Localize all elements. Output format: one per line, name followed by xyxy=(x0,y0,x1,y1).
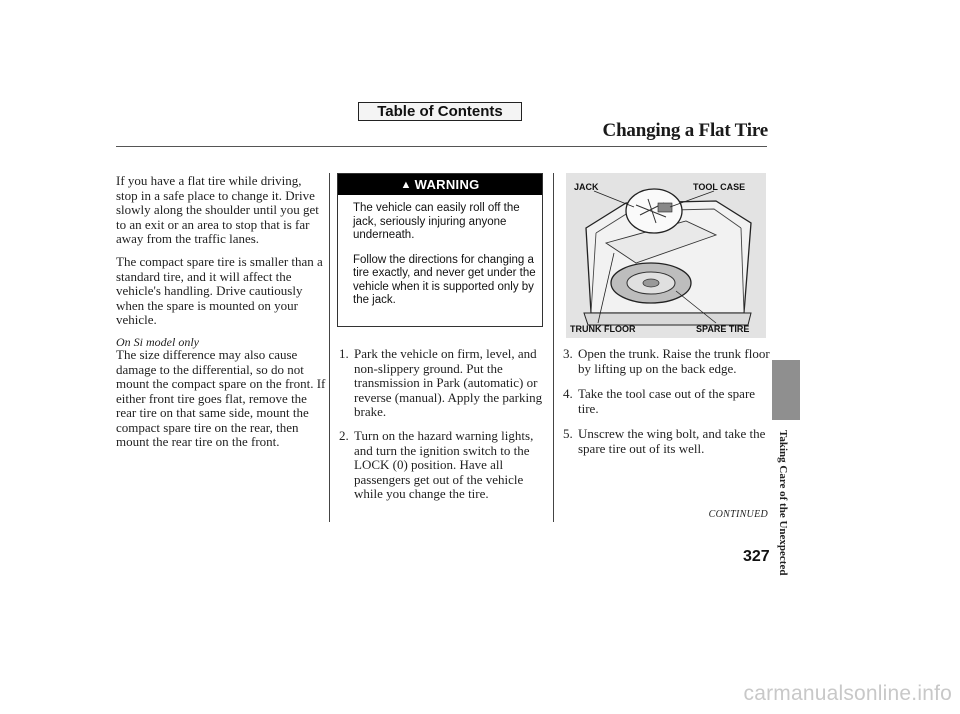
warning-body xyxy=(353,202,538,319)
watermark: carmanualsonline.info xyxy=(743,682,952,705)
callout-trunk-floor: TRUNK FLOOR xyxy=(570,324,636,334)
section-label xyxy=(775,430,789,576)
differential-paragraph: The size difference may also cause damage to the differential, so do not mount the compact spare on the front. If either front tire goes flat, remove the rear tire on that same side, mount the compact spare tire on the rear, then mount the rear tire on the front. xyxy=(116,347,326,449)
step-3-number: 3. xyxy=(563,346,573,361)
page-number: 327 xyxy=(743,548,770,565)
spare-handling-paragraph: The compact spare tire is smaller than a standard tire, and it will affect the vehicle's handling. Drive cautiously when the spare is mounted on your vehicle. xyxy=(116,254,323,327)
column-divider-left xyxy=(329,173,330,522)
warning-text-1: The vehicle can easily roll off the jack, seriously injuring anyone underneath. xyxy=(353,202,520,241)
table-of-contents-button[interactable]: Table of Contents xyxy=(358,102,522,121)
step-4-number: 4. xyxy=(563,386,573,401)
step-1-number: 1. xyxy=(339,346,349,361)
callout-spare-tire: SPARE TIRE xyxy=(696,324,750,334)
trunk-illustration xyxy=(566,173,766,338)
step-3 xyxy=(563,347,773,376)
warning-label: WARNING xyxy=(414,177,480,192)
warning-header xyxy=(338,174,542,195)
callout-jack: JACK xyxy=(574,182,599,192)
model-note: On Si model only xyxy=(116,335,199,349)
step-5-text: Unscrew the wing bolt, and take the spare tire out of its well. xyxy=(578,426,766,456)
step-2 xyxy=(339,429,549,502)
continued-label: CONTINUED xyxy=(708,509,768,520)
warning-text-2: Follow the directions for changing a tire exactly, and never get under the vehicle when it is supported only by the jack. xyxy=(353,253,536,306)
trunk-drawing xyxy=(566,173,766,338)
step-2-number: 2. xyxy=(339,428,349,443)
step-1-text: Park the vehicle on firm, level, and non-slippery ground. Put the transmission in Park (automatic) or reverse (manual). Apply the parking brake. xyxy=(354,346,543,419)
step-5 xyxy=(563,427,773,456)
warning-box xyxy=(337,173,543,327)
step-2-text: Turn on the hazard warning lights, and turn the ignition switch to the LOCK (0) position. Have all passengers get out of the vehicle while you change the tire. xyxy=(354,428,534,501)
warning-triangle-icon: ▲ xyxy=(400,178,412,191)
step-5-number: 5. xyxy=(563,426,573,441)
page-title: Changing a Flat Tire xyxy=(602,120,768,141)
header-divider xyxy=(116,146,767,147)
column-divider-right xyxy=(553,173,554,522)
callout-tool-case: TOOL CASE xyxy=(693,182,746,192)
section-label-text: Taking Care of the Unexpected xyxy=(777,430,789,576)
intro-paragraph: If you have a flat tire while driving, stop in a safe place to change it. Drive slowly along the shoulder until you get to an exit or an area to stop that is far away from the traffic lanes. xyxy=(116,173,319,246)
section-tab xyxy=(772,360,800,420)
step-4-text: Take the tool case out of the spare tire. xyxy=(578,386,756,416)
step-3-text: Open the trunk. Raise the trunk floor by lifting up on the back edge. xyxy=(578,346,770,376)
step-4 xyxy=(563,387,773,416)
step-1 xyxy=(339,347,549,420)
